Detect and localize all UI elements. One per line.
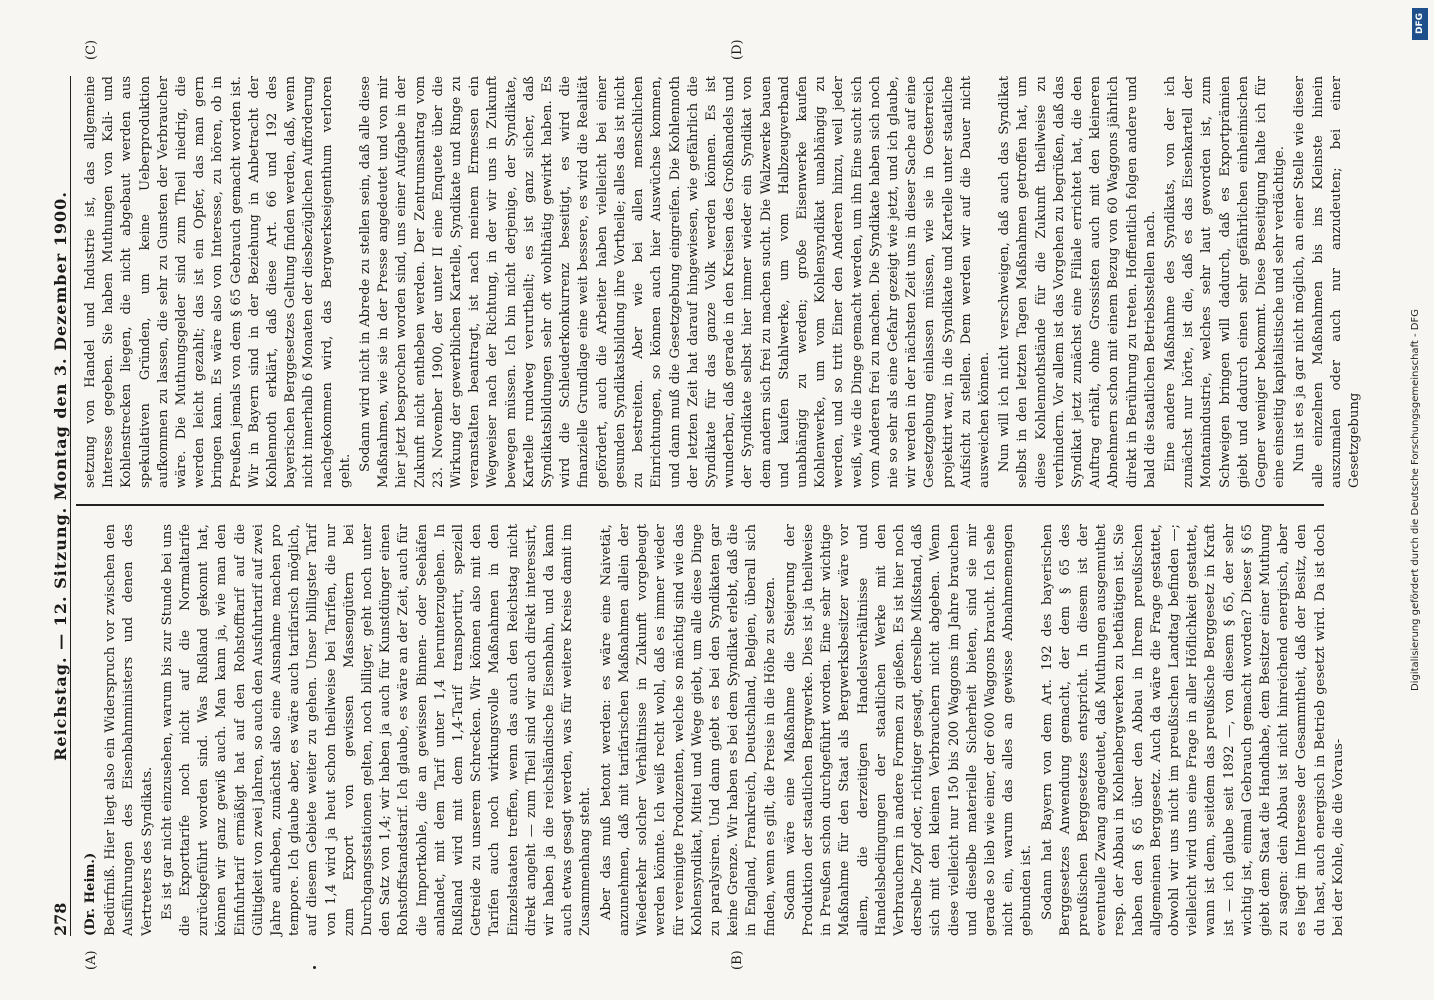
page-number: 278 — [51, 902, 70, 936]
paragraph: Nun ist es ja gar nicht möglich, an einer Stelle wie dieser alle einzelnen Maßnahmen bis ins Kleinste hinein auszumalen oder auch nur anzudeuten; bei einer Gesetzgebung — [1292, 76, 1363, 488]
column-divider — [76, 505, 1324, 507]
right-column — [82, 76, 1366, 488]
paragraph: setzung von Handel und Industrie ist, das allgemeine Interesse gegeben. Sie haben Muthungen von Kali- und Kohlenstrecken liegen, die nicht abgebaut werden aus spekulativen Gründen, um keine Ueberproduktion aufkommen zu lassen, die sehr zu Gunsten der Verbraucher wäre. Die Muthungsgelder sind zum Theil niedrig, die werden leicht gezahlt; das ist ein Opfer, das man gern bringen kann. Es wäre also von Interesse, zu hören, ob in Preußen jemals von dem § 65 Gebrauch gemacht worden ist. Wir in Bayern sind in der Beziehung in Anbetracht der Kohlennoth erklärt, daß diese Art. 66 und 192 des bayerischen Berggesetzes Geltung finden werden, daß, wenn nicht innerhalb 6 Monaten der diesbezüglichen Aufforderung nachgekommen wird, das Bergwerkseigenthum verloren geht. — [83, 76, 353, 488]
running-title: Reichstag. — 12. Sitzung. Montag den 3. Dezember 1900. — [51, 191, 70, 761]
paragraph: Sodann hat Bayern von dem Art. 192 des bayerischen Berggesetzes Anwendung gemacht, der dem § 65 des preußischen Berggesetzes entspricht. In diesem ist der eventuelle Zwang angedeutet, daß Muthungen ausgemuthet resp. der Abbau in Kohlenbergwerken zu bethätigen ist. Sie haben den § 65 über den Abbau in Ihrem preußischen allgemeinen Berggesetz. Auch da wäre die Frage gestattet, obwohl wir uns nicht im preußischen Landtag befinden —; vielleicht wird uns eine Frage in aller Höflichkeit gestattet, wann ist denn, seitdem das preußische Berggesetz in Kraft ist — ich glaube seit 1892 —, von diesem § 65, der sehr wichtig ist, einmal Gebrauch gemacht worden? Dieser § 65 giebt dem Staat die Handhabe, dem Besitzer einer Muthung zu sagen: dein Abbau ist nicht hinreichend energisch, aber es liegt im Interesse der Gesammtheit, daß der Besitz, den du hast, auch energisch in Betrieb gesetzt wird. Da ist doch bei der Kohle, die die Voraus- — [1039, 524, 1346, 936]
speaker-tag: (Dr. Heim.) — [83, 852, 98, 936]
paragraph: Bedürfniß. Hier liegt also ein Widerspruch vor zwischen den Ausführungen des Eisenbahnministers und denen des Vertreters des Syndikats. — [103, 524, 155, 936]
paragraph: Eine andere Maßnahme des Syndikats, von der ich zunächst nur hörte, ist die, daß es das Eisenkartell der Montanindustrie, welches sehr laut geworden ist, zum Schweigen bringen will dadurch, daß es Exportprämien giebt und dadurch einen sehr gefährlichen einheimischen Gegner weniger bekommt. Diese Beseitigung halte ich für eine einseitig kapitalistische und sehr verdächtige. — [1162, 76, 1288, 488]
paragraph: Nun will ich nicht verschweigen, daß auch das Syndikat selbst in den letzten Tagen Maßnahmen getroffen hat, um diese Kohlennothstände für die Zukunft theilweise zu verhindern. Vor allem ist das Vorgehen zu begrüßen, daß das Syndikat jetzt zunächst eine Filiale errichtet hat, die den Auftrag erhält, ohne Grossisten auch mit den kleineren Abnehmern schon mit einem Bezug von 60 Waggons jährlich direkt in Berührung zu treten. Hoffentlich folgen andere und bald die staatlichen Betriebsstellen nach. — [997, 76, 1158, 488]
margin-marker-a: (A) — [84, 950, 99, 970]
paragraph: Es ist gar nicht einzusehen, warum bis zur Stunde bei uns die Exporttarife noch nicht auf die Normaltarife zurückgeführt worden sind. Was Rußland gekonnt hat, können wir ganz gewiß auch. Man kann ja, wie man den Einfuhrtarif ermäßigt hat auf den Rohstofftarif auf die Gültigkeit von zwei Jahren, so auch den Ausfuhrtarif auf zwei Jahre aufheben, zunächst also eine Ausnahme machen pro tempore. Ich glaube aber, es wäre auch tarifarisch möglich, auf diesem Gebiete weiter zu gehen. Unser billigster Tarif von 1,4 wird ja heut schon theilweise bei Tarifen, die nur zum Export von gewissen Massengütern bei Durchgangsstationen gelten, noch billiger, geht noch unter den Satz von 1,4; wir haben ja auch für Kunstdünger einen Rohstoffstandstarif. Ich glaube, es wäre an der Zeit, auch für die Importkohle, die an gewissen Binnen- oder Seehäfen anlandet, mit dem Tarif unter 1,4 herunterzugehen. In Rußland wird mit dem 1,4-Tarif transportirt, speziell Getreide zu unserem Schrecken. Wir können also mit den Tarifen auch noch wirkungsvolle Maßnahmen in den Einzelstaaten treffen, wenn das auch den Reichstag nicht direkt angeht — zum Theil sind wir auch direkt interessirt, wir haben ja die reichsländische Eisenbahn, und da kann auch etwas gesagt werden, was für weitere Kreise damit im Zusammenhang steht. — [159, 524, 594, 936]
left-column — [82, 524, 1350, 936]
margin-marker-c: (C) — [84, 39, 99, 60]
margin-marker-b: (B) — [730, 950, 745, 970]
page-header — [40, 76, 71, 936]
margin-marker-d: (D) — [730, 39, 745, 60]
digitization-note: Digitalisierung gefördert durch die Deutsche Forschungsgemeinschaft - DFG — [1409, 308, 1421, 691]
paragraph: Sodann wäre eine Maßnahme die Steigerung der Produktion der staatlichen Bergwerke. Dies ist ja theilweise in Preußen schon durchgeführt worden. Eine sehr wichtige Maßnahme für den Staat als Bergwerksbesitzer wäre vor allem, die derzeitigen Handelsverhältnisse und Handelsbedingungen der staatlichen Werke mit den Verbrauchern in andere Formen zu gießen. Es ist hier noch derselbe Zopf oder, richtiger gesagt, derselbe Mißstand, daß sich mit den kleinen Verbrauchern nicht abgeben. Wenn diese vielleicht nur 150 bis 200 Waggons im Jahre brauchen und dieselbe materielle Sicherheit bieten, sind sie mir gerade so lieb wie einer, der 600 Waggons braucht. Ich sehe nicht ein, warum das alles an gewisse Abnahmemengen gebunden ist. — [782, 524, 1035, 936]
print-speck — [313, 966, 316, 969]
paragraph: Sodann wird nicht in Abrede zu stellen sein, daß alle diese Maßnahmen, wie sie in der Presse angedeutet und von mir hier jetzt besprochen worden sind, uns einer Aufgabe in der Zukunft nicht entheben werden. Der Zentrumsantrag vom 23. November 1900, der unter II eine Enquete über die Wirkung der gewerblichen Kartelle, Syndikate und Ringe zu veranstalten beantragt, ist nach meinem Ermessen ein Wegweiser nach der Richtung, in der wir uns in Zukunft bewegen müssen. Ich bin nicht derjenige, der Syndikate, Kartelle rundweg verurtheilt; es ist ganz sicher, daß Syndikatsbildungen sehr oft wohlthätig gewirkt haben. Es wird die Schleuderkonkurrenz beseitigt, es wird die finanzielle Grundlage eine weit bessere, es wird die Realität gefördert, auch die Arbeiter haben vielleicht bei einer gesunden Syndikatsbildung ihre Vortheile; alles das ist nicht zu bestreiten. Aber wie bei allen menschlichen Einrichtungen, so können auch hier Auswüchse kommen, und dann muß die Gesetzgebung eingreifen. Die Kohlennoth der letzten Zeit hat darauf hingewiesen, wie gefährlich die Syndikate für das ganze Volk werden können. Es ist wunderbar, daß gerade in den Kreisen des Großhandels und der Syndikate selbst hier immer wieder ein Syndikat von dem andern sich frei zu machen sucht. Die Walzwerke bauen und kaufen Stahlwerke, um vom Halbzeugverband unabhängig zu werden; große Eisenwerke kaufen Kohlenwerke, um vom Kohlensyndikat unabhängig zu werden, und so tritt Einer den Anderen hinzu, weil jeder weiß, wie die Dinge gemacht werden, um ihn Eine sucht sich vom Anderen frei zu machen. Die Syndikate haben sich noch nie so sehr als eine Gefahr gezeigt wie jetzt, und ich glaube, wir werden in der nächsten Zeit uns in dieser Sache auf eine Gesetzgebung einlassen müssen, wie sie in Oesterreich projektirt war, in die Syndikate und Kartelle unter staatliche Aufsicht zu stellen. Dem werden wir auf die Dauer nicht ausweichen können. — [358, 76, 992, 488]
dfg-logo: DFG — [1412, 8, 1428, 40]
paragraph: Aber das muß betont werden: es wäre eine Naivetät, anzunehmen, daß mit tarifarischen Maßnahmen allein der Wiederkehr solcher Verhältnisse in Zukunft vorgebeugt werden könnte. Ich weiß recht wohl, daß es immer wieder für vereinigte Produzenten, welche so mächtig sind wie das Kohlensyndikat, Mittel und Wege giebt, um alle diese Dinge zu paralysiren. Und dann giebt es bei den Syndikaten gar keine Grenze. Wir haben es bei dem Syndikat erlebt, daß die in England, Frankreich, Deutschland, Belgien, überall sich finden, wenn es gilt, die Preise in die Höhe zu setzen. — [598, 524, 778, 936]
